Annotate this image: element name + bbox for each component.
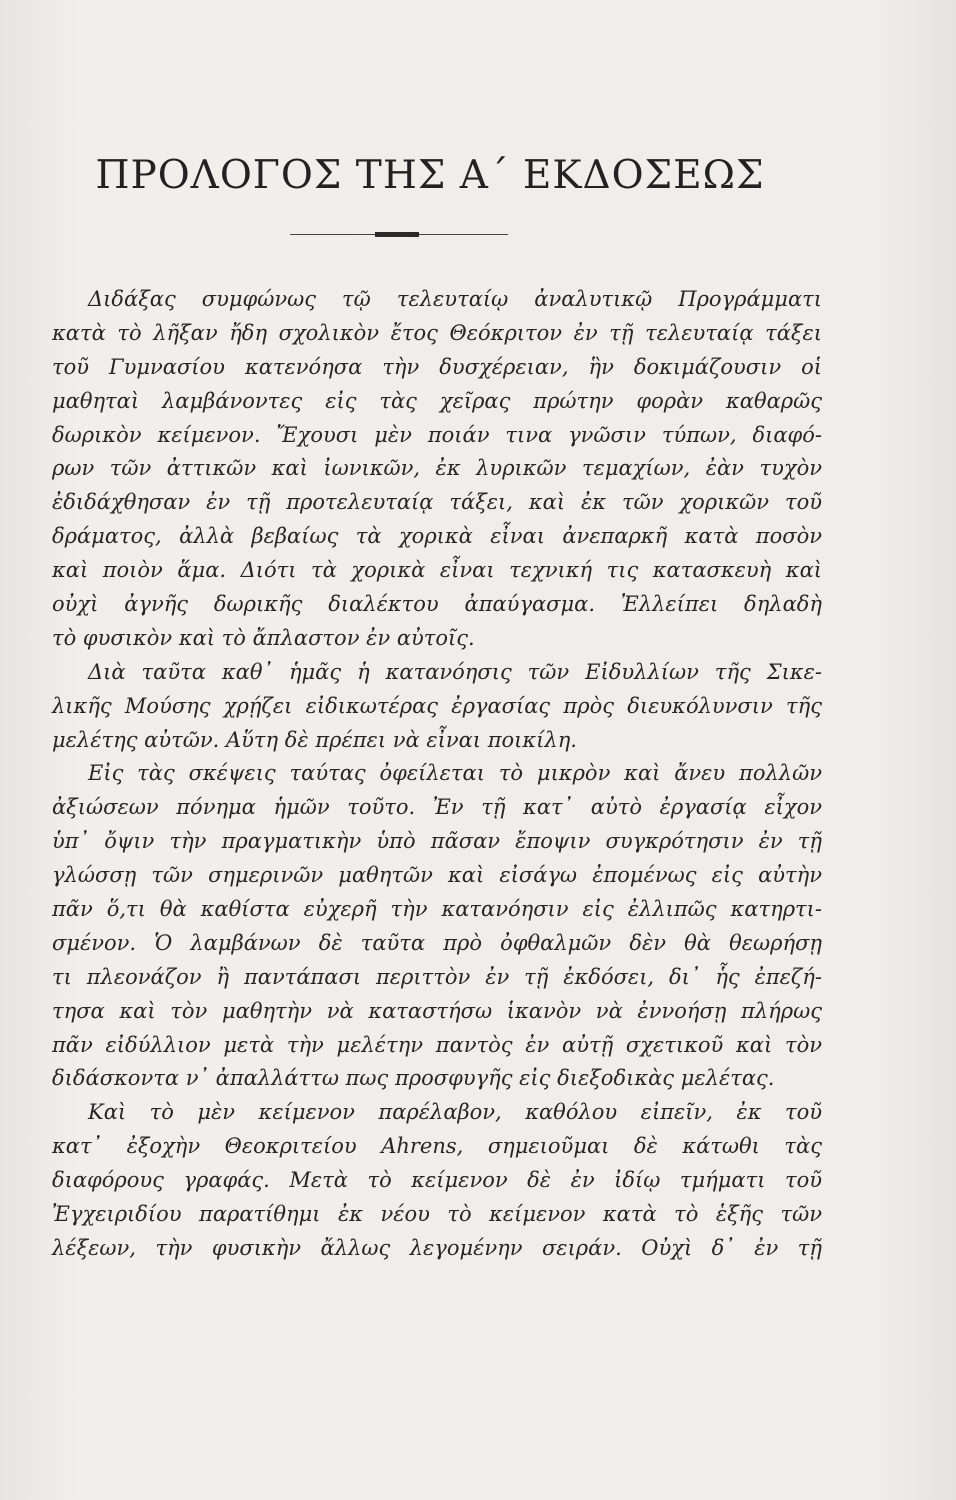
text-line: τοῦ Γυμνασίου κατενόησα τὴν δυσχέρειαν, ἣν δοκιμάζουσιν οἱ <box>52 354 822 379</box>
text-line: Εἰς τὰς σκέψεις ταύτας ὀφείλεται τὸ μικρὸν καὶ ἄνευ πολλῶν <box>88 761 822 786</box>
body-text <box>52 283 822 1266</box>
text-line: γλώσσῃ τῶν σημερινῶν μαθητῶν καὶ εἰσάγω ἐπομένως εἰς αὐτὴν <box>52 863 822 888</box>
text-line: ἀξιώσεων πόνημα ἡμῶν τοῦτο. Ἐν τῇ κατ᾽ αὐτὸ ἐργασίᾳ εἶχον <box>52 795 822 820</box>
page-title: ΠΡΟΛΟΓΟΣ ΤΗΣ Α΄ ΕΚΔΟΣΕΩΣ <box>95 153 765 198</box>
text-line: διαφόρους γραφάς. Μετὰ τὸ κείμενον δὲ ἐν ἰδίῳ τμήματι τοῦ <box>52 1168 822 1193</box>
text-line: πᾶν ὅ,τι θὰ καθίστα εὐχερῆ τὴν κατανόησιν εἰς ἐλλιπῶς κατηρτι- <box>52 897 822 922</box>
text-line: σμένον. Ὁ λαμβάνων δὲ ταῦτα πρὸ ὀφθαλμῶν δὲν θὰ θεωρήσῃ <box>52 930 822 955</box>
text-line: ὑπ᾽ ὄψιν τὴν πραγματικὴν ὑπὸ πᾶσαν ἔποψιν συγκρότησιν ἐν τῇ <box>52 829 822 854</box>
text-line: τι πλεονάζον ἢ παντάπασι περιττὸν ἐν τῇ ἐκδόσει, δι᾽ ἧς ἐπεζή- <box>52 964 822 989</box>
text-line: κατ᾽ ἐξοχὴν Θεοκριτείου Ahrens, σημειοῦμαι δὲ κάτωθι τὰς <box>52 1134 822 1159</box>
text-line: δωρικὸν κείμενον. Ἔχουσι μὲν ποιάν τινα γνῶσιν τύπων, διαφό- <box>52 422 822 447</box>
text-line: Διδάξας συμφώνως τῷ τελευταίῳ ἀναλυτικῷ Προγράμματι <box>88 287 822 311</box>
text-line: τησα καὶ τὸν μαθητὴν νὰ καταστήσω ἱκανὸν νὰ ἐννοήσῃ πλήρως <box>52 998 822 1023</box>
text-line: μαθηταὶ λαμβάνοντες εἰς τὰς χεῖρας πρώτην φορὰν καθαρῶς <box>52 388 822 413</box>
title-divider-ornament <box>375 232 419 237</box>
text-line: μελέτης αὐτῶν. Αὕτη δὲ πρέπει νὰ εἶναι ποικίλη. <box>52 727 577 752</box>
text-line: Ἐγχειριδίου παρατίθημι ἐκ νέου τὸ κείμενον κατὰ τὸ ἑξῆς τῶν <box>52 1202 822 1227</box>
text-line: καὶ ποιὸν ἅμα. Διότι τὰ χορικὰ εἶναι τεχνική τις κατασκευὴ καὶ <box>52 558 822 583</box>
text-line: ρων τῶν ἀττικῶν καὶ ἰωνικῶν, ἐκ λυρικῶν τεμαχίων, ἐὰν τυχὸν <box>52 456 822 481</box>
text-line: πᾶν εἰδύλλιον μετὰ τὴν μελέτην παντὸς ἐν αὐτῇ σχετικοῦ καὶ τὸν <box>52 1032 822 1057</box>
text-line: Διὰ ταῦτα καθ᾽ ἡμᾶς ἡ κατανόησις τῶν Εἰδυλλίων τῆς Σικε- <box>88 659 822 684</box>
text-line: λικῆς Μούσης χρῄζει εἰδικωτέρας ἐργασίας πρὸς διευκόλυνσιν τῆς <box>52 693 822 718</box>
text-line: λέξεων, τὴν φυσικὴν ἄλλως λεγομένην σειράν. Οὐχὶ δ᾽ ἐν τῇ <box>52 1235 822 1260</box>
text-line: ἐδιδάχθησαν ἐν τῇ προτελευταίᾳ τάξει, καὶ ἐκ τῶν χορικῶν τοῦ <box>52 490 822 515</box>
text-line: Καὶ τὸ μὲν κείμενον παρέλαβον, καθόλου εἰπεῖν, ἐκ τοῦ <box>88 1100 822 1125</box>
text-line: τὸ φυσικὸν καὶ τὸ ἄπλαστον ἐν αὐτοῖς. <box>52 625 475 650</box>
text-line: δράματος, ἀλλὰ βεβαίως τὰ χορικὰ εἶναι ἀνεπαρκῆ κατὰ ποσὸν <box>52 524 822 549</box>
text-line: οὐχὶ ἀγνῆς δωρικῆς διαλέκτου ἀπαύγασμα. Ἐλλείπει δηλαδὴ <box>52 592 822 617</box>
text-line: κατὰ τὸ λῆξαν ἤδη σχολικὸν ἔτος Θεόκριτον ἐν τῇ τελευταίᾳ τάξει <box>52 320 822 345</box>
text-line: διδάσκοντα ν᾽ ἀπαλλάττω πως προσφυγῆς εἰς διεξοδικὰς μελέτας. <box>52 1066 775 1091</box>
